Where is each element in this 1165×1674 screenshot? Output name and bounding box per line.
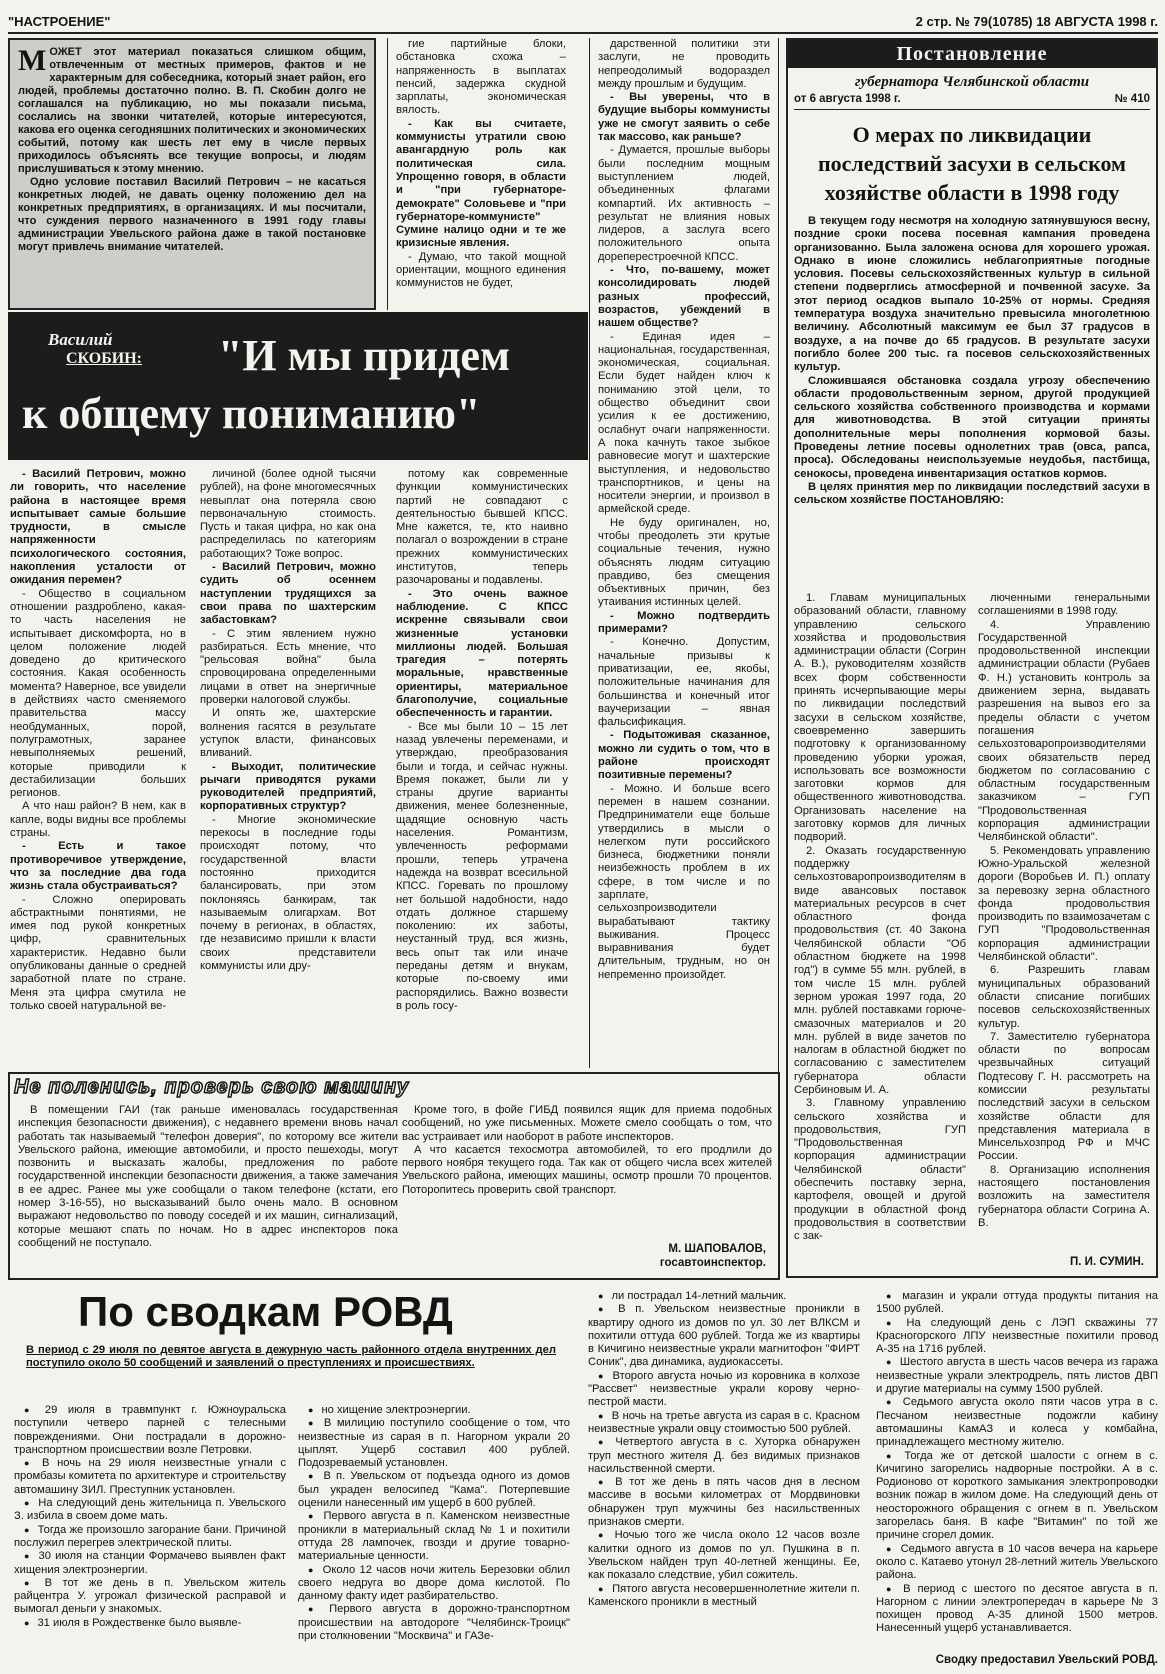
preamble-paragraph: В целях принятия мер по ликвидации последствий засухи в сельском хозяйстве ПОСТАНОВЛЯЮ: [794,480,1150,507]
paragraph: - Вы уверены, что в будущие выборы коммунисты уже не смогут заявить о себе так массово, как раньше? [598,91,770,144]
paragraph: - Можно подтвердить примерами? [598,609,770,636]
interview-intro [8,38,376,310]
issue-info: 2 стр. № 79(10785) 18 АВГУСТА 1998 г. [915,14,1158,29]
police-report-title: По сводкам РОВД [78,1288,453,1335]
police-report-column-1 [14,1404,286,1668]
resolution-clause: 2. Оказать государственную поддержку сельхозтоваропроизводителям в виде авансовых поставок материальных ресурсов в счет областного фонда продовольствия (ст. 40 Закона Челябинской области "Об областном бюджете на 1998 год") в сумме 55 млн. рублей, в том числе 15 млн. рублей зерном урожая 1997 года, 20 млн. рублей поставками горюче-смазочных материалов и 20 млн. рублей в виде зачетов по налогам в областной бюджет по согласованию с заместителем губернатора области Сербиновым И. А. [794,844,966,1096]
paragraph: - Думаю, что такой мощной ориентации, мощного единения коммунистов не будет, [396,250,566,290]
police-report-column-2 [298,1404,570,1668]
paragraph: - Подытоживая сказанное, можно ли судить о том, что в районе происходят позитивные перемены? [598,729,770,782]
report-item: ● 31 июля в Рождественке было выявле- [14,1617,286,1630]
interview-column-2 [200,468,376,1068]
column-rule [387,38,388,310]
resolution-issuer: губернатора Челябинской области [854,74,1090,90]
resolution-signature: П. И. СУМИН. [1070,1256,1144,1268]
report-item: ● В ночь на третье августа из сарая в с. Красном неизвестные украли овцу стоимостью 500 рублей. [588,1410,860,1437]
notice-column-2 [402,1104,772,1234]
paragraph: - Единая идея – национальная, государственная, экономическая, социальная. Если будет найден ключ к пониманию этой цели, то общество объединит свои усилия к ее достижению, ослабнут очаги напряженности. А пока качнуть такое зыбкое равновесие могут и шахтерские выступления, и недовольство транспортников, и цены на носители энергии, и произвол в армейской среде. [598,330,770,516]
interviewee-first-name: Василий [48,330,113,349]
newspaper-name: "НАСТРОЕНИЕ" [8,14,111,29]
interviewee-last-name: СКОБИН: [66,350,142,367]
paragraph: - Это очень важное наблюдение. С КПСС искренне связывали свои жизненные установки миллионы людей. Большая трагедия – потерять моральные, нравственные ориентиры, материальное благополучие, социальные обеспеченность и гарантии. [396,587,568,720]
resolution-column-2 [978,592,1150,1252]
notice-signature [660,1242,766,1270]
paragraph: - Можно. И больше всего перемен в нашем сознании. Предприниматели еще больше утвердились в мысли о нелегком пути российского бизнеса, бюджетники поняли неизбежность проблем в их сфере, в том числе и по зарплате, сельхозпроизводители вырабатывают тактику выживания. Процесс выравнивания будет длительным, трудным, но он непременно произойдет. [598,782,770,981]
report-item: ● В милицию поступило сообщение о том, что неизвестные из сарая в п. Нагорном украли 20 цыплят. Ущерб составил 400 рублей. Подозреваемый установлен. [298,1417,570,1470]
report-item: ● В ночь на 29 июля неизвестные угнали с промбазы комитета по архитектуре и строительству автомашину ЗИЛ. Преступник установлен. [14,1457,286,1497]
report-item: ● Четвертого августа в с. Хуторка обнаружен труп местного жителя Д. без видимых признаков насильственной смерти. [588,1436,860,1476]
report-item: ● ли пострадал 14-летний мальчик. [588,1290,860,1303]
report-item: ● Пятого августа несовершеннолетние жители п. Каменского проникли в местный [588,1583,860,1610]
resolution-clause: 6. Разрешить главам муниципальных образований области списание погибших посевов сельскохозяйственных культур. [978,964,1150,1030]
paragraph: личиной (более одной тысячи рублей), на фоне многомесячных невыплат она потеряла свою первоначальную стоимость. Пусть и такая цифра, но как она распределилась по категориям работающих? Тоже вопрос. [200,468,376,560]
paragraph: гие партийные блоки, обстановка схожа – напряженность в выплатах пенсий, задержка скудной зарплаты, экономическая вялость. [396,38,566,117]
paragraph: - Выходит, политические рычаги приводятся руками руководителей предприятий, корпоративных структур? [200,760,376,813]
report-item: ● В период с шестого по десятое августа в п. Нагорном с линии электропередач в карьере № 3 похищен провод А-35 длиной 1500 метров. Нанесенный ущерб устанавливается. [876,1583,1158,1636]
paragraph: В помещении ГАИ (так раньше именовалась государственная инспекция безопасности движения), с недавнего времени вновь начал работать так называемый "телефон доверия", по которому все жители Увельского района, имеющие автомобили, и просто пешеходы, могут позвонить и высказать жалобы, предложения по работе государственной инспекции безопасности движения, а также замечания в ее адрес. Ранее мы уже сообщали о таком телефоне (кстати, его номер 3-16-55), но высказываний было очень мало. В основном выражают недовольство по поводу соседей и их машин, сигнализаций, которые мешают спать по ночам. Но в адрес инспекторов пока сообщений не поступало. [18,1104,398,1249]
preamble-paragraph: Сложившаяся обстановка создала угрозу обеспечению области продовольственным зерном, другой продукцией сельского хозяйства собственного производства и кормами для животноводства. В этой ситуации приняты дополнительные меры пополнения кормовой базы. Проведены летние посевы однолетних трав (овса, рапса, проса). Обследованы неиспользуемые неудобья, пастбища, сенокосы, проведена инвентаризация остатков кормов. [794,374,1150,480]
paragraph: И опять же, шахтерские волнения гасятся в результате уступок власти, финансовых вливаний. [200,707,376,760]
drop-cap: М [18,44,47,77]
paragraph: - Думается, прошлые выборы были последним мощным выступлением людей, объединенных флагами компартий. Их активность – результат не влияния новых лидеров, а заслуга всего положительного опыта дореперестроечной КПСС. [598,144,770,263]
report-item: ● На следующий день жительница п. Увельского З. избила в своем доме мать. [14,1497,286,1524]
resolution-number: № 410 [1114,93,1150,105]
report-item: ● магазин и украли оттуда продукты питания на 1500 рублей. [876,1290,1158,1317]
paragraph: - С этим явлением нужно разбираться. Есть мнение, что "рельсовая война" была спровоцирована определенными лицами в ответ на энергичные проверки налоговой службы. [200,627,376,707]
paragraph: дарственной политики эти заслуги, не проводить непреодолимый водораздел между прошлым и будущим. [598,38,770,90]
police-report-column-3 [588,1290,860,1670]
police-report-column-4 [876,1290,1158,1660]
report-item: ● 29 июля в травмпункт г. Южноуральска поступили четверо парней с телесными повреждениями. Они пострадали в дорожно-транспортном происшествии возле Петровки. [14,1404,286,1457]
interview-banner [8,312,588,460]
resolution-title: О мерах по ликвидации последствий засухи в сельском хозяйстве области в 1998 году [817,122,1127,205]
interview-column-top-4 [598,38,770,1068]
report-item: ● Около 12 часов ночи житель Березовки облил своего недруга во дворе дома кислотой. По данному факту идет разбирательство. [298,1564,570,1604]
resolution-clause: 5. Рекомендовать управлению Южно-Уральской железной дороги (Воробьев И. П.) оплату за перевозку зерна областного фонда продовольствия производить по взаимозачетам с ГУП "Продовольственная корпорация администрации Челябинской области". [978,844,1150,964]
paragraph: Кроме того, в фойе ГИБД появился ящик для приема подобных сообщений, но уже письменных. Можете смело сообщать о том, что вас устраивает или наоборот в работе инспекторов. [402,1104,772,1143]
paragraph: - Что, по-вашему, может консолидировать людей разных профессий, возрастов, убеждений в нашем обществе? [598,264,770,330]
resolution-label: Постановление [788,40,1156,68]
signature-name: М. ШАПОВАЛОВ, [668,1243,766,1255]
report-item: ● В тот же день в пять часов дня в лесном массиве в восьми километрах от Мордвиновки обнаружен труп мужчины без насильственных признаков смерти. [588,1476,860,1529]
interview-column-1 [10,468,186,1068]
report-item: ● В тот же день в п. Увельском житель райцентра У. угрожал физической расправой и вымогал деньги у знакомых. [14,1577,286,1617]
resolution-clause: 7. Заместителю губернатора области по вопросам чрезвычайных ситуаций Подтесову Г. Н. рассмотреть на комиссии результаты последствий засухи в сельском хозяйстве области для представления материала в Минсельхозпрод РФ и МЧС России. [978,1030,1150,1163]
police-report-header [8,1288,580,1400]
report-item: ● На следующий день с ЛЭП скважины 77 Красногорского ЛПУ неизвестные похитили провод А-35 на 1716 рублей. [876,1317,1158,1357]
signature-title: госавтоинспектор. [659,1257,766,1269]
paragraph: - Как вы считаете, коммунисты утратили свою авангардную роль как политическая сила. Упрощенно говоря, в области и "при губернаторе-демократе" Соловьеве и "при губернаторе-коммунисте" Сумине налицо одни и те же кризисные явления. [396,117,566,250]
paragraph: - Сложно оперировать абстрактными понятиями, не имея под рукой конкретных цифр, сравнительных характеристик. Недавно были опубликованы данные о средней заработной плате по стране. Меня эта цифра смутила не только своей натуральной ве- [10,893,186,1012]
report-item: ● Седьмого августа в 10 часов вечера на карьере около с. Катаево утонул 28-летний житель Увельского района. [876,1543,1158,1583]
resolution-clause: 8. Организацию исполнения настоящего постановления возложить на заместителя губернатора области Согрина А. В. [978,1163,1150,1229]
paragraph: - Василий Петрович, можно судить об осеннем наступлении трудящихся за свои права по шахтерским забастовкам? [200,561,376,627]
resolution-body [794,592,1150,1252]
paragraph: А что наш район? В нем, как в капле, воды видны все проблемы страны. [10,800,186,840]
report-item: ● Шестого августа в шесть часов вечера из гаража неизвестные украли электродрель, пять листов ДВП и другие материалы на сумму 1500 рублей. [876,1356,1158,1396]
resolution-clause: люченными генеральными соглашениями в 1998 году. [978,592,1150,618]
paragraph: - Многие экономические перекосы в последние годы происходят потому, что государственной власти постоянно приходится балансировать, при этом поклоняясь банкирам, так называемым олигархам. Вот почему в регионах, в областях, где независимо пришли к власти своих представители коммунисты или дру- [200,813,376,972]
paragraph: Не буду оригинален, но, чтобы преодолеть эти крутые социальные течения, нужно объяснять людям ситуацию правдиво, без смещения объективных причин, без утаивания истинных целей. [598,516,770,609]
police-report-signature: Сводку предоставил Увельский РОВД. [935,1654,1158,1666]
report-item: ● Тогда же от детской шалости с огнем в с. Кичигино загорелись надворные постройки. А в с. Родионово от короткого замыкания электропроводки возник пожар в жилом доме. На следующий день от неосторожного обращения с огнем в п. Увельском загорелась баня. В кафе "Витамин" по той же причине сгорел домик. [876,1450,1158,1543]
interview-column-top-3 [396,38,566,310]
paragraph: А что касается техосмотра автомобилей, то его продлили до первого ноября текущего года. Так как от общего числа всех жителей Увельского района, имеющих машины, осмотр прошли 70 процентов. Поторопитесь проверить свой транспорт. [402,1143,772,1196]
report-item: ● В п. Увельском неизвестные проникли в квартиру одного из домов по ул. 30 лет ВЛКСМ и похитили оттуда 600 рублей. Тогда же из квартиры в Кичигино неизвестные украли магнитофон "ФИРТ Соник", два динамика, аудиокассеты. [588,1303,860,1369]
resolution-clause: 3. Главному управлению сельского хозяйства и продовольствия, ГУП "Продовольственная корпорация администрации Челябинской области" обеспечить поставку зерна, картофеля, овощей и другой продукции в областной фонд продовольствия в соответствии с зак- [794,1097,966,1243]
report-item: ● Первого августа в дорожно-транспортном происшествии на автодороге "Челябинск-Троицк" при столкновении "Москвича" и ГАЗе- [298,1603,570,1643]
report-item: ● но хищение электроэнергии. [298,1404,570,1417]
resolution-box [786,38,1158,1278]
resolution-preamble [794,215,1150,508]
report-item: ● Второго августа ночью из коровника в колхозе "Рассвет" неизвестные украли корову черно-пестрой масти. [588,1370,860,1410]
police-report-lead: В период с 29 июля по девятое августа в дежурную часть районного отдела внутренних дел поступило около 50 сообщений и заявлений о преступлениях и происшествиях. [26,1344,556,1370]
report-item: ● Седьмого августа около пяти часов утра в с. Песчаном неизвестные подожгли кабину автомашины КамАЗ и колеса у комбайна, принадлежащего местному жителю. [876,1396,1158,1449]
column-rule [589,38,590,1068]
resolution-column-1 [794,592,966,1252]
report-item: ● Ночью того же числа около 12 часов возле калитки одного из домов по ул. Пушкина в п. Увельском найден труп 40-летней женщины. Ее, как показало следствие, убил сожитель. [588,1529,860,1582]
resolution-clause: 4. Управлению Государственной продовольственной инспекции администрации области (Рубаев Ф. Н.) установить контроль за движением зерна, выдавать разрешения на вывоз его за пределы области с учетом погашения сельхозтоваропроизводителями своих обязательств перед бюджетом по согласованию с областным государственным заказчиком – ГУП "Продовольственная корпорация администрации Челябинской области". [978,618,1150,844]
report-item: ● Первого августа в п. Каменском неизвестные проникли в материальный склад № 1 и похитили оттуда 28 лампочек, гвозди и другие товарно-материальные ценности. [298,1510,570,1563]
paragraph: - Общество в социальном отношении раздроблено, какая-то часть населения не испытывает дискомфорта, но в целом положение людей доведено до критического состояния. Какая особенность момента? Наверное, все увидели в действиях часто сменяемого правительства массу необдуманных, порой, полуграмотных, заранее невыполняемых решений, которые приводили к дестабилизации больших регионов. [10,587,186,800]
preamble-paragraph: В текущем году несмотря на холодную затянувшуюся весну, поздние сроки посева посевная кампания проведена организованно. Была заложена основа для хорошего урожая. Однако в июне сложились неблагоприятные погодные условия. Посевы сельскохозяйственных культур в сильной степени подверглись атмосферной и почвенной засухе. За этот период осадков выпало 10-25% от нормы. Средняя температура воздуха значительно превысила многолетнюю величину. Абсолютный максимум ее был 37 градусов в воздухе, а на почве до 65 градусов. В результате засухи погибло более 200 тыс. га посевов сельскохозяйственных культур. [794,215,1150,374]
traffic-police-notice [8,1072,780,1280]
page-header [8,12,1158,34]
report-item: ● В п. Увельском от подъезда одного из домов был украден велосипед "Кама". Потерпевшие оценили нанесенный им ущерб в 600 рублей. [298,1470,570,1510]
headline-line-2: к общему пониманию" [22,389,481,438]
report-item: ● 30 июля на станции Формачево выявлен факт хищения электроэнергии. [14,1550,286,1577]
report-item: ● Тогда же произошло загорание бани. Причиной послужил перегрев электрической плиты. [14,1524,286,1551]
paragraph: потому как современные функции коммунистических партий не совпадают с деятельностью бывшей КПСС. Мне кажется, те, кто наивно полагал о возрождении в стране прежних коммунистических институтов, теперь разочарованы и подавлены. [396,468,568,587]
notice-column-1 [18,1104,398,1274]
resolution-date-line [794,93,1150,110]
intro-paragraph-1: ОЖЕТ этот материал показаться слишком общим, отвлеченным от местных примеров, фактов и не характерным для собеседника, который знает район, его людей, проблемы достаточно полно. В. П. Скобин долго не соглашался на публикацию, но мы показали письма, сослались на звонки читателей, которые интересуются, какова его оценка сегодняшних политических и экономических событий, потому как шесть лет ему в числе первых приходилось объяснять все текущие вопросы, и людям прислушиваться к этому мнению. [18,46,366,175]
notice-title: Не поленись, проверь свою машину [14,1076,410,1098]
paragraph: - Конечно. Допустим, начальные призывы к приватизации, ее, якобы, положительные начинания для большинства и конечный итог ваучеризации – явная фальсификация. [598,636,770,729]
intro-paragraph-2: Одно условие поставил Василий Петрович – не касаться конкретных людей, не давать оценку положению дел на конкретных предприятиях, в организациях. И мы посчитали, что суждения первого назначенного в 1991 году главы администрации Увельского района даже в такой постановке могут привлечь внимание читателей. [18,176,366,253]
interview-column-3 [396,468,568,1068]
paragraph: - Есть и такое противоречивое утверждение, что за последние два года жизнь стала обустраиваться? [10,840,186,893]
resolution-date: от 6 августа 1998 г. [794,93,901,105]
paragraph: - Василий Петрович, можно ли говорить, что население района в настоящее время испытывает самые большие трудности, в смысле напряженности психологического состояния, накопления усталости от ожидания перемен? [10,468,186,587]
headline-line-1: "И мы придем [218,331,510,380]
paragraph: - Все мы были 10 – 15 лет назад увлечены переменами, и утверждаю, преобразования были и тогда, и сейчас нужны. Время покажет, были ли у страны другие варианты движения, менее болезненные, щадящие основную часть населения. Романтизм, увлеченность реформами прошли, теперь утрачена надежда на возврат всесильной КПСС. Горевать по прошлому нет большой надобности, надо отдать должное старшему поколению: их заботы, неустанный труд, вся жизнь, весь опыт так или иначе переданы детям и внукам, которые по-своему ими распорядились. Важно возвести в роль госу- [396,720,568,1012]
resolution-clause: 1. Главам муниципальных образований области, главному управлению сельского хозяйства и продовольствия администрации области (Согрин А. В.), руководителям хозяйств всех форм собственности принять исчерпывающие меры по ликвидации последствий засухи в сельском хозяйстве, своевременно завершить подготовку к организованному проведению уборки урожая, использовать все возможности заготовки кормов для общественного животноводства. Организовать население на заготовку кормов для личных подворий. [794,592,966,844]
